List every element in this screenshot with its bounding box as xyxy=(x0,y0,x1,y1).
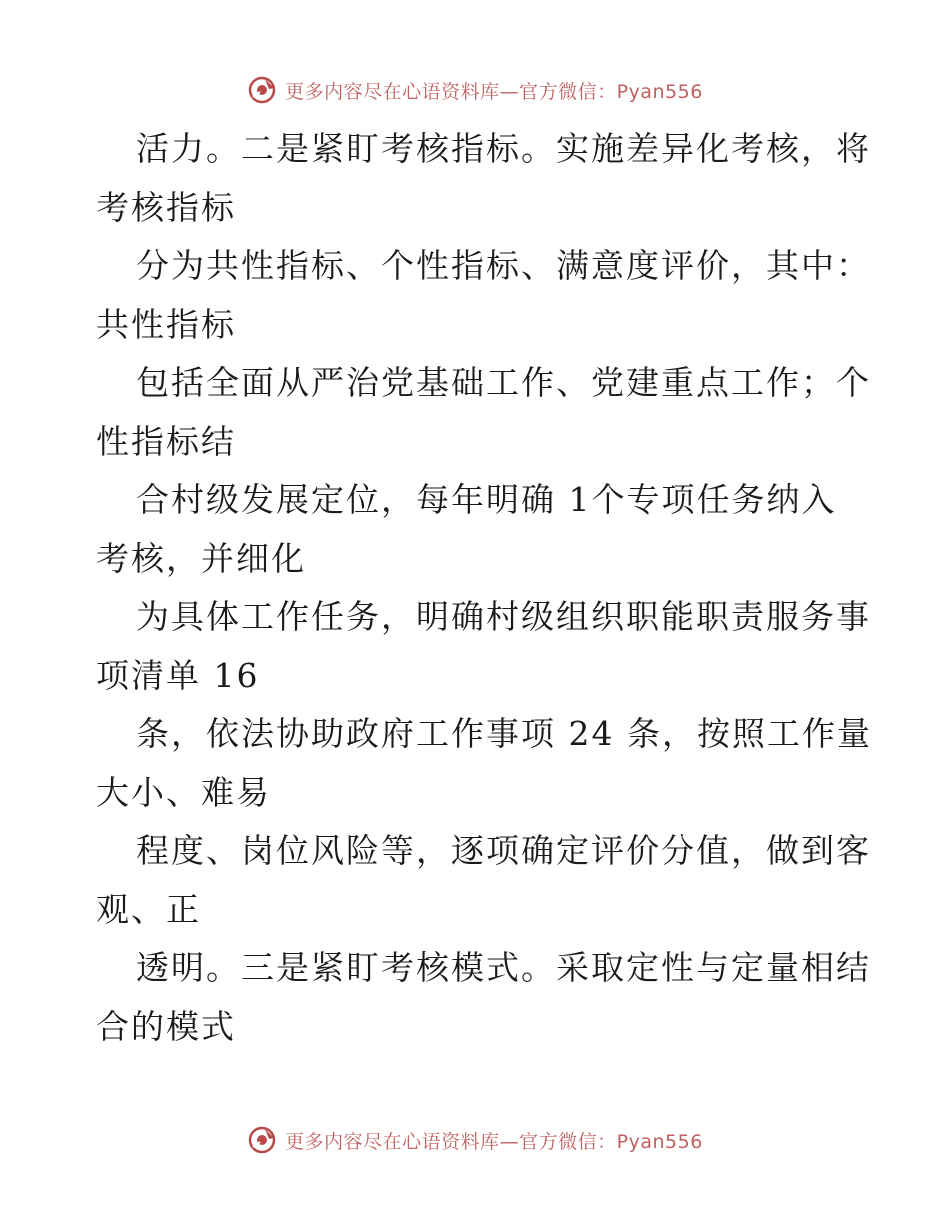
paragraph-line: 大小、难易 xyxy=(96,772,271,812)
watermark-text: 更多内容尽在心语资料库—官方微信：Pyan556 xyxy=(285,80,703,103)
paragraph-line: 考核指标 xyxy=(96,187,236,227)
paragraph-line: 合村级发展定位，每年明确 1个专项任务纳入 xyxy=(136,480,837,519)
paragraph-line: 考核，并细化 xyxy=(96,538,306,578)
paragraph-line: 透明。三是紧盯考核模式。采取定性与定量相结 xyxy=(136,948,871,987)
paragraph-line: 共性指标 xyxy=(96,304,236,344)
paragraph xyxy=(96,939,876,1056)
paragraph-line: 观、正 xyxy=(96,889,201,929)
pen-logo-icon xyxy=(247,75,277,105)
paragraph-line: 包括全面从严治党基础工作、党建重点工作；个 xyxy=(136,363,871,402)
pen-logo-icon xyxy=(247,1125,277,1155)
watermark-footer xyxy=(0,1120,950,1160)
paragraph-line: 活力。二是紧盯考核指标。实施差异化考核，将 xyxy=(136,129,871,168)
paragraph xyxy=(96,588,876,705)
paragraph-line: 为具体工作任务，明确村级组织职能职责服务事 xyxy=(136,597,871,636)
paragraph xyxy=(96,822,876,939)
paragraph-line: 项清单 16 xyxy=(96,655,260,695)
paragraph-line: 合的模式 xyxy=(96,1006,236,1046)
paragraph-line: 性指标结 xyxy=(96,421,236,461)
paragraph xyxy=(96,120,876,237)
paragraph xyxy=(96,471,876,588)
paragraph xyxy=(96,237,876,354)
watermark-text: 更多内容尽在心语资料库—官方微信：Pyan556 xyxy=(285,1130,703,1153)
paragraph-line: 程度、岗位风险等，逐项确定评价分值，做到客 xyxy=(136,831,871,870)
watermark-header xyxy=(0,70,950,110)
document-body xyxy=(96,120,876,1056)
paragraph-line: 条，依法协助政府工作事项 24 条，按照工作量 xyxy=(136,714,872,753)
paragraph xyxy=(96,705,876,822)
paragraph xyxy=(96,354,876,471)
paragraph-line: 分为共性指标、个性指标、满意度评价，其中： xyxy=(136,246,871,285)
